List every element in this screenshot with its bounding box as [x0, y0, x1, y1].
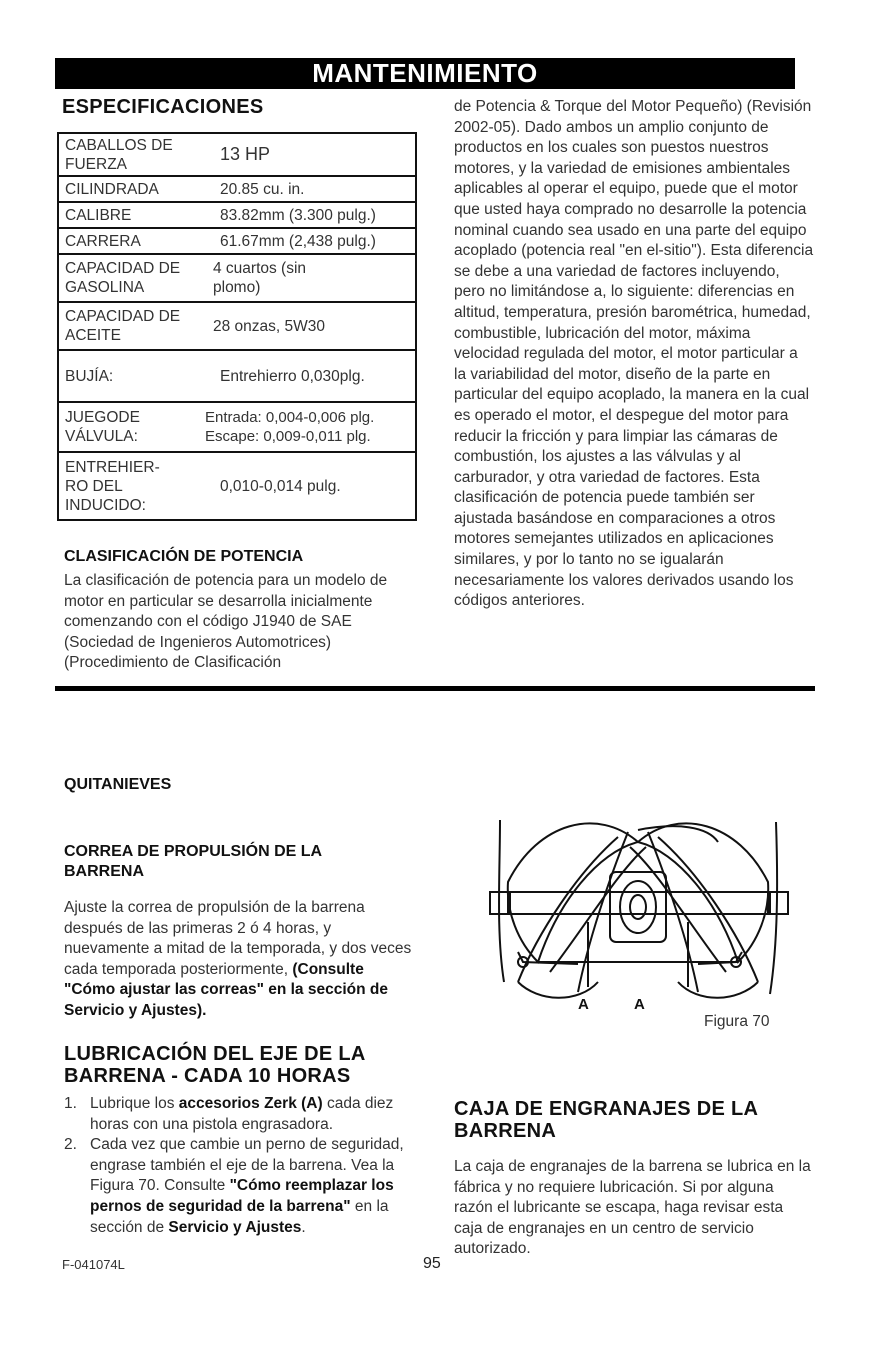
spec-label: CAPACIDAD DE ACEITE: [65, 308, 181, 344]
spec-row: [59, 177, 415, 203]
spec-value: 20.85 cu. in.: [220, 180, 305, 198]
spec-label: CAPACIDAD DE GASOLINA: [65, 260, 181, 296]
snowthrower-heading: QUITANIEVES: [64, 776, 172, 793]
list-item: [64, 1135, 414, 1238]
lube-steps: [64, 1094, 414, 1238]
gearbox-heading: CAJA DE ENGRANAJES DE LA BARRENA: [454, 1098, 758, 1142]
specs-heading: ESPECIFICACIONES: [62, 96, 264, 118]
specs-table: [57, 132, 417, 521]
spec-label: JUEGODE VÁLVULA:: [65, 409, 140, 445]
spec-label: CARRERA: [65, 232, 141, 250]
spec-row: [59, 351, 415, 403]
step-text: Cada vez que cambie un perno de seguridad, engrase también el eje de la barrena. Vea la Figura 70. Consulte "Cómo reemplazar los pernos de seguridad de la barrena" en la sección de Servicio y Ajustes.: [90, 1136, 404, 1236]
callout-label-a: A: [578, 996, 589, 1013]
document-code: F-041074L: [62, 1257, 125, 1272]
belt-text: Ajuste la correa de propulsión de la barrena después de las primeras 2 ó 4 horas, y nuevamente a mitad de la temporada, y dos veces cada temporada posteriormente,: [64, 899, 412, 978]
spec-value: 83.82mm (3.300 pulg.): [220, 206, 376, 224]
gearbox-paragraph: La caja de engranajes de la barrena se lubrica en la fábrica y no requiere lubricación. Si por alguna razón el lubricante se escapa, haga revisar esta caja de engranajes en un centro de servicio autorizado.: [454, 1158, 811, 1258]
spec-value: 4 cuartos (sin plomo): [213, 260, 307, 296]
spec-label: CABALLOS DE FUERZA: [65, 136, 173, 173]
spec-row: [59, 203, 415, 229]
list-item: [64, 1094, 414, 1135]
spec-label: CALIBRE: [65, 206, 132, 224]
step-number: 1.: [64, 1095, 77, 1112]
power-heading: CLASIFICACIÓN DE POTENCIA: [64, 548, 304, 565]
belt-paragraph: [64, 898, 412, 1022]
spec-row: [59, 255, 415, 303]
auger-figure: [478, 812, 798, 1022]
power-paragraph-2: de Potencia & Torque del Motor Pequeño) (Revisión 2002-05). Dado ambos un amplio conjunto de productos en los cuales son puestos nuestros motores, y la variedad de emisiones ambientales aplicables al operar el equipo, puede que el motor que usted haya comprado no desarrolle la potencia nominal cuando sea usado en una parte del equipo acoplado (potencia real "en el-sitio"). Esta diferencia se debe a una variedad de factores incluyendo, pero no limitándose a, lo siguiente: diferencias en altitud, temperatura, presión barométrica, humedad, combustible, lubricación del motor, máxima velocidad regulada del motor, el motor particular a la variabilidad del motor, diseño de la parte en particular del equipo acoplado, la manera en la cual es operado el motor, el despegue del motor para reducir la fricción y para limpiar las cámaras de combustión, los ajustes a las válvulas y al carburador, y otra variedad de factores. Esta clasificación de potencia puede también ser ajustada basándose en comparaciones a otros motores semejantes utilizados en aplicaciones similares, y por lo tanto no se igualarán necesariamente los valores derivados usando los códigos anteriores.: [454, 98, 814, 610]
lube-heading: LUBRICACIÓN DEL EJE DE LA BARRENA - CADA 10 HORAS: [64, 1043, 365, 1087]
spec-value: 28 onzas, 5W30: [213, 317, 326, 335]
spec-row: [59, 453, 415, 521]
figure-caption: Figura 70: [704, 1013, 770, 1030]
spec-label: ENTREHIER- RO DEL INDUCIDO:: [65, 458, 160, 514]
section-divider: [55, 686, 815, 691]
callout-label-a: A: [634, 996, 645, 1013]
page-number: 95: [423, 1255, 441, 1272]
step-number: 2.: [64, 1136, 77, 1154]
spec-value: 61.67mm (2,438 pulg.): [220, 232, 376, 250]
belt-heading: CORREA DE PROPULSIÓN DE LA BARRENA: [64, 843, 322, 880]
step-text: Lubrique los accesorios Zerk (A) cada diez horas con una pistola engrasadora.: [90, 1095, 394, 1133]
power-paragraph-1: La clasificación de potencia para un modelo de motor en particular se desarrolla inicialmente comenzando con el código J1940 de SAE (Sociedad de Ingenieros Automotrices) (Procedimiento de Clasificación: [64, 572, 388, 672]
spec-label: BUJÍA:: [65, 367, 114, 385]
spec-row: [59, 303, 415, 351]
belt-reference: (Consulte "Cómo ajustar las correas" en la sección de Servicio y Ajustes).: [64, 960, 388, 1019]
spec-value: 13 HP: [220, 144, 271, 164]
spec-value: Entrehierro 0,030plg.: [220, 367, 365, 385]
spec-row: [59, 403, 415, 453]
section-banner: MANTENIMIENTO: [55, 58, 795, 89]
spec-value: Entrada: 0,004-0,006 plg. Escape: 0,009-0,011 plg.: [205, 409, 375, 445]
spec-row: [59, 229, 415, 255]
spec-row: [59, 134, 415, 177]
spec-label: CILINDRADA: [65, 180, 159, 198]
spec-value: 0,010-0,014 pulg.: [220, 477, 341, 495]
